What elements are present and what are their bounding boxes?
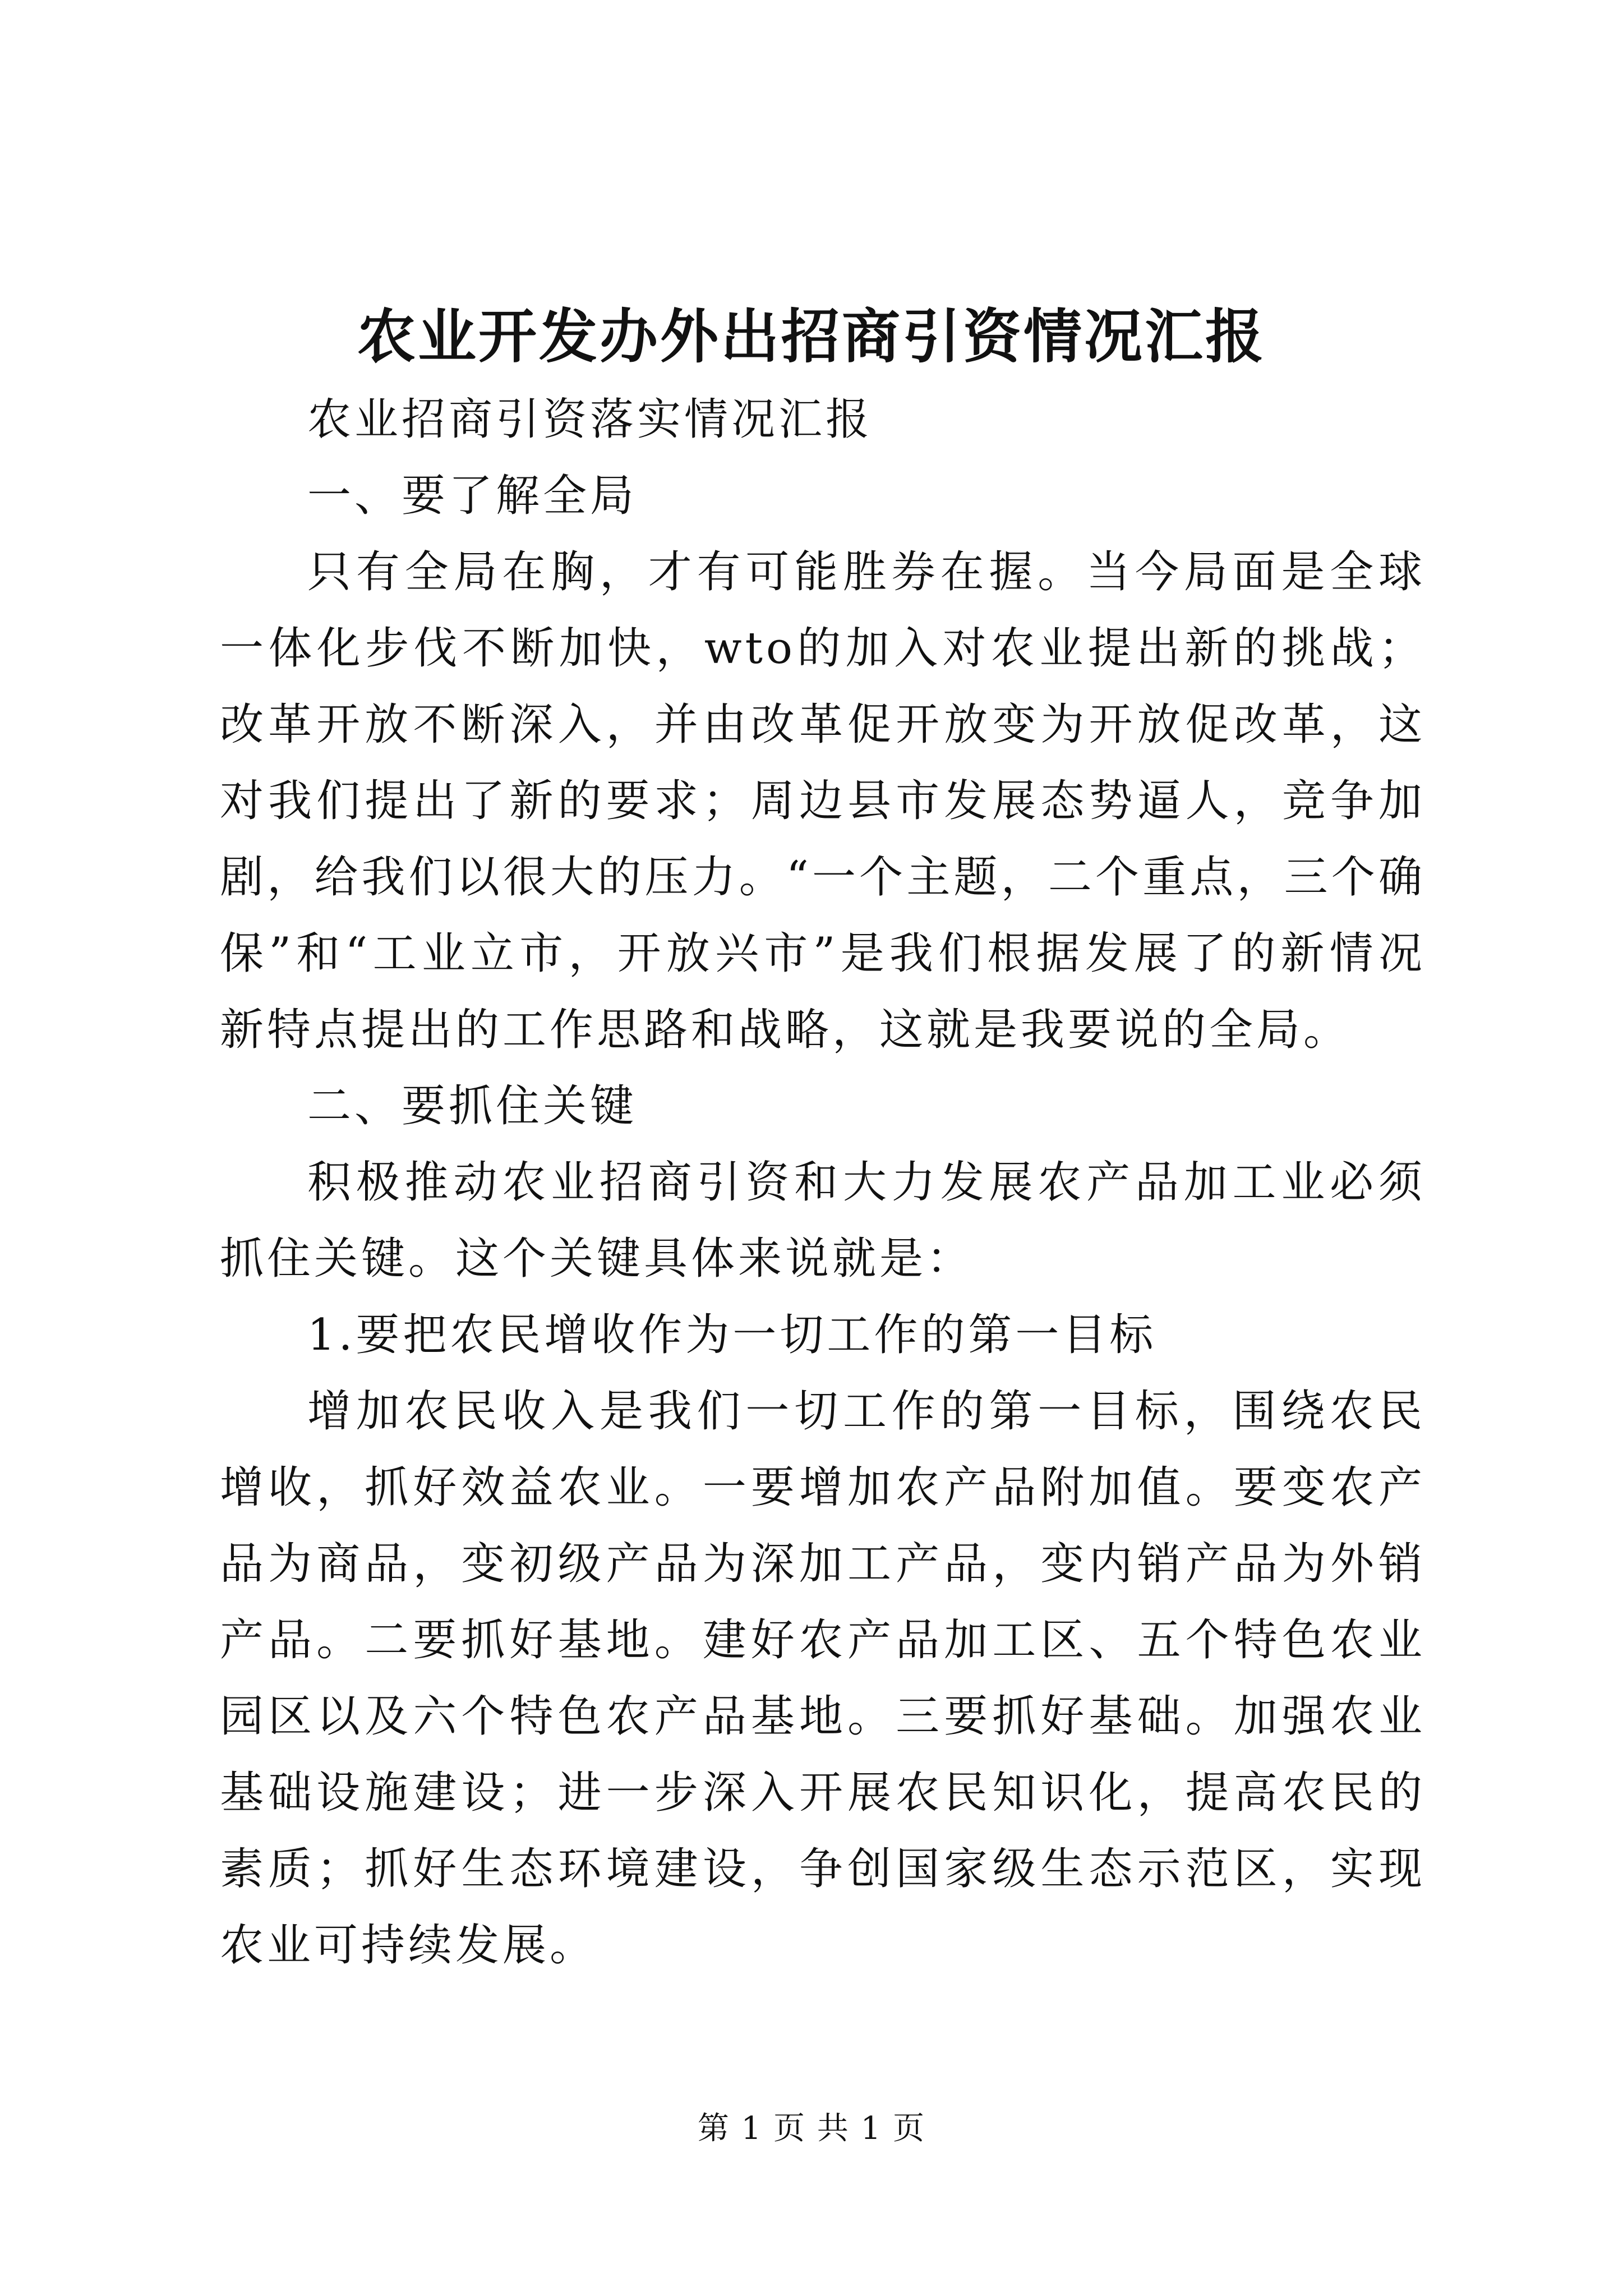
section-heading-1: 一、要了解全局 [307,471,638,521]
section-paragraph-1: 只有全局在胸，才有可能胜券在握。当今局面是全球一体化步伐不断加快，wto的加入对农业提出新的挑战；改革开放不断深入，并由改革促开放变为开放促改革，这对我们提出了新的要求；周边县市发展态势逼人，竞争加剧，给我们以很大的压力。“一个主题，二个重点，三个确保”和“工业立市，开放兴市”是我们根据发展了的新情况新特点提出的工作思路和战略，这就是我要说的全局。 [220,547,1426,1055]
section-paragraph-2: 积极推动农业招商引资和大力发展农产品加工业必须抓住关键。这个关键具体来说就是： [220,1157,1426,1284]
document-body [220,381,1426,1984]
page-number-footer: 第 1 页 共 1 页 [697,2110,926,2147]
section-heading-2: 二、要抓住关键 [307,1081,638,1131]
item-heading-1: 1.要把农民增收作为一切工作的第一目标 [307,1310,1157,1360]
document-title: 农业开发办外出招商引资情况汇报 [357,302,1266,371]
item-paragraph-1: 增加农民收入是我们一切工作的第一目标，围绕农民增收，抓好效益农业。一要增加农产品附加值。要变农产品为商品，变初级产品为深加工产品，变内销产品为外销产品。二要抓好基地。建好农产品加工区、五个特色农业园区以及六个特色农产品基地。三要抓好基础。加强农业基础设施建设；进一步深入开展农民知识化，提高农民的素质；抓好生态环境建设，争创国家级生态示范区，实现农业可持续发展。 [220,1386,1426,1971]
document-subtitle: 农业招商引资落实情况汇报 [307,394,873,445]
